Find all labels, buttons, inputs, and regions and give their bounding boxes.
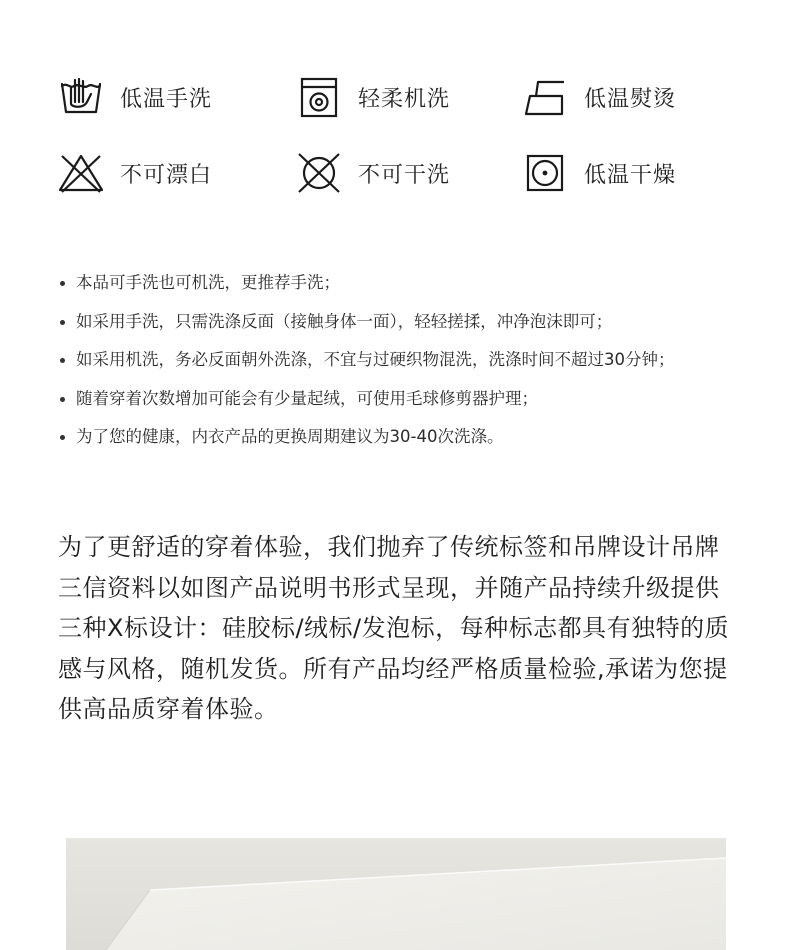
care-item-iron-low — [522, 74, 676, 120]
care-note-text: 如采用机洗，务必反面朝外洗涤，不宜与过硬织物混洗，洗涤时间不超过30分钟； — [76, 350, 675, 369]
bullet-dot — [60, 435, 65, 440]
care-note-text: 随着穿着次数增加可能会有少量起绒，可使用毛球修剪器护理； — [76, 388, 538, 408]
care-item-no-dry-clean — [296, 150, 450, 196]
care-note-text: 本品可手洗也可机洗，更推荐手洗； — [76, 273, 340, 292]
care-label: 不可干洗 — [358, 162, 451, 188]
care-symbols-grid — [58, 74, 738, 204]
bullet-dot — [60, 397, 65, 402]
bullet-dot — [60, 320, 65, 325]
care-label: 低温手洗 — [120, 86, 213, 112]
no-bleach-icon — [58, 150, 104, 196]
care-note — [60, 345, 750, 384]
iron-low-icon — [522, 74, 568, 120]
care-notes-list — [60, 268, 750, 461]
washing-machine-icon — [296, 74, 342, 120]
tumble-dry-low-icon — [522, 150, 568, 196]
care-note — [60, 307, 750, 346]
care-note — [60, 422, 750, 461]
care-item-hand-wash — [58, 74, 212, 120]
hand-wash-icon — [58, 74, 104, 120]
care-label: 低温干燥 — [584, 162, 677, 188]
care-note — [60, 268, 750, 307]
care-item-tumble-dry-low — [522, 150, 676, 196]
care-note — [60, 384, 750, 423]
care-item-machine-wash — [296, 74, 450, 120]
bullet-dot — [60, 358, 65, 363]
care-item-no-bleach — [58, 150, 212, 196]
bullet-dot — [60, 281, 65, 286]
care-note-text: 为了您的健康，内衣产品的更换周期建议为30-40次洗涤。 — [76, 427, 504, 446]
care-note-text: 如采用手洗，只需洗涤反面（接触身体一面），轻轻搓揉，冲净泡沫即可； — [76, 311, 613, 331]
product-description: 为了更舒适的穿着体验，我们抛弃了传统标签和吊牌设计吊牌三信资料以如图产品说明书形式呈现，并随产品持续升级提供三种X标设计：硅胶标/绒标/发泡标，每种标志都具有独特的质感与风格，随机发货。所有产品均经严格质量检验,承诺为您提供高品质穿着体验。 — [58, 533, 730, 723]
care-label: 轻柔机洗 — [358, 86, 451, 112]
product-photo — [66, 838, 726, 950]
care-label: 低温熨烫 — [584, 86, 677, 112]
no-dry-clean-icon — [296, 150, 342, 196]
care-label: 不可漂白 — [120, 162, 213, 188]
